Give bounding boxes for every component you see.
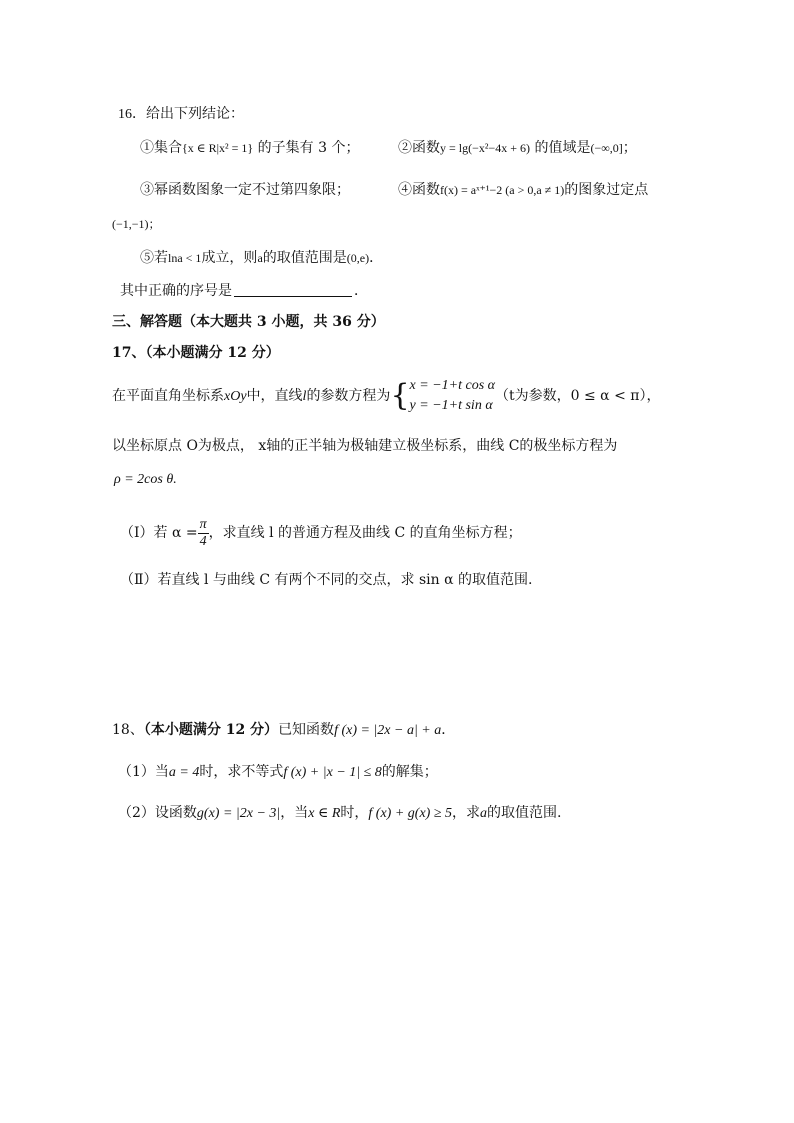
- q18-part2-mid: ，当: [280, 805, 309, 821]
- q18-part1-mid: 时，求不等式: [199, 764, 284, 780]
- c4-post: 的图象过定点: [564, 182, 649, 198]
- q17-paragraph-2: 以坐标原点 O为极点， x轴的正半轴为极轴建立极坐标系，曲线 C的极坐标方程为: [112, 438, 618, 454]
- q18-part1-ineq: f (x) + |x − 1| ≤ 8: [283, 765, 382, 780]
- c1-set: {x ∈ R|x² = 1}: [182, 141, 254, 155]
- q17-part1-pre: （Ⅰ）若 α =: [120, 525, 198, 541]
- q18-header-pre: 已知函数: [278, 722, 335, 738]
- q17-part1: [120, 514, 522, 552]
- q18-part2-ineq: f (x) + g(x) ≥ 5: [368, 806, 453, 821]
- c5-var: a: [257, 251, 263, 265]
- q18-function: f (x) = |2x − a| + a: [334, 723, 442, 738]
- q16-conclusion-5: [140, 248, 383, 268]
- c2-formula: y = lg(−x²−4x + 6): [440, 141, 530, 155]
- c1-mark: ①: [140, 140, 154, 156]
- c5-pre: 若: [154, 250, 168, 266]
- q16-conclusion-1: [140, 138, 359, 158]
- q17-part2: （Ⅱ）若直线 l 与曲线 C 有两个不同的交点，求 sin α 的取值范围.: [120, 572, 533, 588]
- q17-part1-post: ，求直线 l 的普通方程及曲线 C 的直角坐标方程；: [208, 525, 522, 541]
- q18-part2-pre: （2）设函数: [118, 805, 197, 821]
- q16-conclusion-3: [140, 180, 350, 200]
- c4-pre: 函数: [412, 182, 440, 198]
- q17-p1-post: （t为参数，0 ≤ α < π），: [495, 388, 661, 404]
- q18-part2-var: a: [480, 806, 488, 821]
- c1-post: 的子集有 3 个；: [257, 140, 360, 156]
- c2-range: (−∞,0]: [590, 141, 623, 155]
- q16-conclusion-2: [398, 138, 637, 158]
- q18-header: [112, 720, 455, 741]
- c2-mark: ②: [398, 140, 412, 156]
- c3-text: 幂函数图象一定不过第四象限；: [154, 182, 350, 198]
- q18-part2-func: g(x) = |2x − 3|: [196, 806, 281, 821]
- q17-p1-mid: 中，直线: [246, 388, 303, 404]
- c5-mid2: 的取值范围是: [262, 250, 347, 266]
- system-brace: {: [390, 378, 410, 413]
- q18-part2-cond: x ∈ R: [308, 806, 341, 821]
- q17-p1-l: l: [302, 389, 307, 404]
- q18-part2-mid3: ，求: [452, 805, 481, 821]
- c2-mid: 的值域是: [534, 140, 591, 156]
- c5-range: (0,e): [346, 251, 370, 265]
- q18-score: （本小题满分 12 分）: [143, 722, 279, 738]
- param-eq-y: y = −1+t sin α: [409, 398, 493, 413]
- c4-mark: ④: [398, 182, 412, 198]
- q18-part1: [118, 762, 438, 783]
- q18-number: 18、: [112, 722, 144, 738]
- c4-point: (−1,−1)；: [112, 217, 161, 231]
- q18-header-post: ．: [441, 722, 456, 738]
- q16-ask: [120, 281, 368, 301]
- q18-part1-pre: （1）当: [118, 764, 169, 780]
- q16-conclusion-4-point: [112, 214, 161, 234]
- q17-paragraph-1: [112, 374, 660, 418]
- q17-p1-sys: xOy: [224, 389, 247, 404]
- c5-mark: ⑤: [140, 250, 154, 266]
- fraction-denominator: 4: [199, 533, 207, 549]
- c2-post: ；: [622, 140, 637, 156]
- pi-over-4-fraction: [198, 517, 209, 550]
- q16-ask-text: 其中正确的序号是: [120, 283, 232, 299]
- c1-pre: 集合: [154, 140, 182, 156]
- q18-part2-mid2: 时，: [340, 805, 369, 821]
- q16-title: 给出下列结论：: [146, 106, 244, 122]
- q17-p1-mid2: 的参数方程为: [306, 388, 391, 404]
- c5-mid: 成立，则: [201, 250, 258, 266]
- section3-title: 三、解答题（本大题共 3 小题，共 36 分）: [112, 314, 385, 330]
- q16-ask-post: ．: [354, 283, 368, 299]
- q17-header: 17、（本小题满分 12 分）: [112, 345, 280, 361]
- q17-p1-pre: 在平面直角坐标系: [112, 388, 224, 404]
- q17-polar-equation: ρ = 2cos θ.: [114, 472, 177, 487]
- q18-part2-post: 的取值范围.: [487, 805, 562, 821]
- answer-blank[interactable]: [234, 282, 352, 297]
- fraction-numerator: π: [199, 516, 207, 532]
- q16-number: 16．: [118, 107, 146, 122]
- c3-mark: ③: [140, 182, 154, 198]
- q16-conclusion-4: [398, 180, 648, 200]
- q18-part1-cond: a = 4: [168, 765, 200, 780]
- param-eq-x: x = −1+t cos α: [409, 378, 495, 393]
- q16-title-line: [118, 104, 244, 125]
- c5-post: ．: [369, 250, 384, 266]
- parametric-system: [410, 376, 495, 416]
- c2-pre: 函数: [412, 140, 440, 156]
- q18-part2: [118, 803, 561, 824]
- c5-cond: lna < 1: [168, 251, 202, 265]
- q18-part1-post: 的解集；: [381, 764, 438, 780]
- c4-formula: f(x) = aˣ⁺¹−2 (a > 0,a ≠ 1): [440, 183, 565, 197]
